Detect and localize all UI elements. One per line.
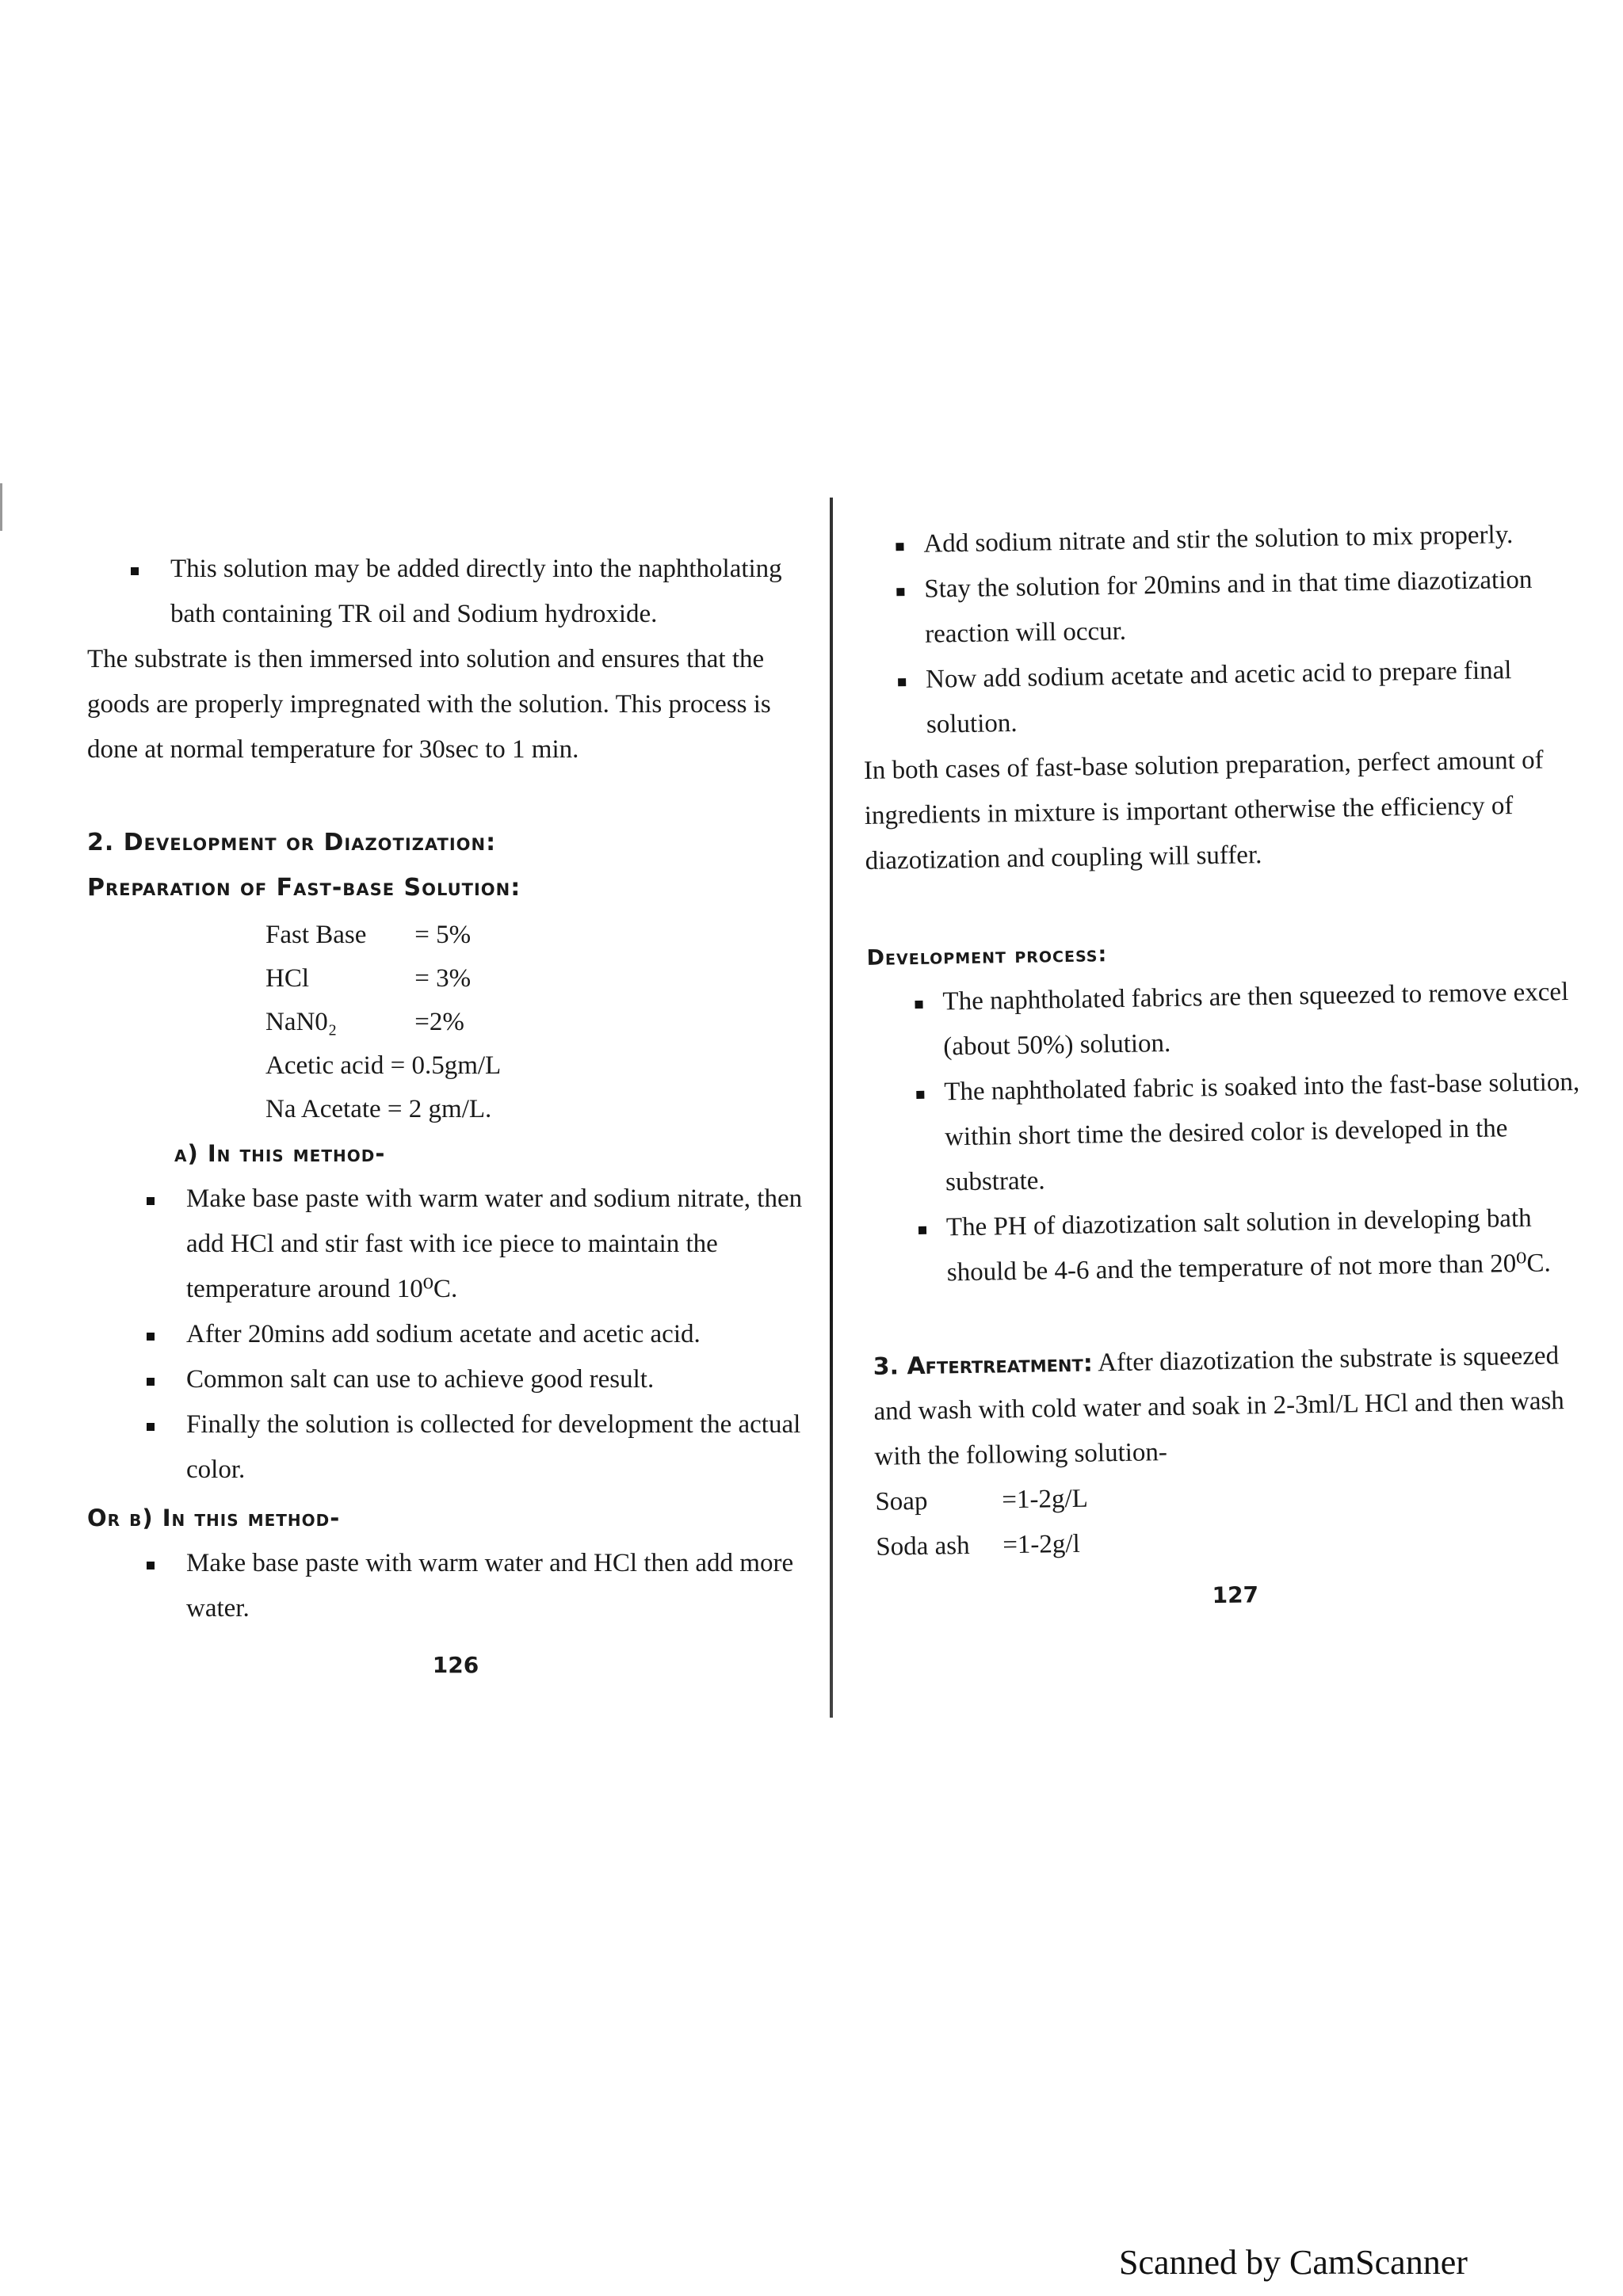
list-item: The PH of diazotization salt solution in developing bath should be 4-6 and the temperature of not more than 20⁰C.: [871, 1196, 1590, 1297]
steps-list: [860, 512, 1580, 749]
wash-name: Soap: [875, 1486, 928, 1516]
list-item: The naphtholated fabrics are then squeezed to remove excel (about 50%) solution.: [867, 970, 1586, 1071]
development-list: [867, 970, 1589, 1297]
heading-development: 2. Development or Diazotization:: [87, 829, 497, 856]
left-page: [87, 547, 824, 1688]
heading-preparation: Preparation of Fast-base Solution:: [87, 874, 521, 902]
recipe-value: = 0.5gm/L: [390, 1051, 502, 1080]
recipe-name: NaN0₂: [265, 1008, 338, 1036]
recipe-row: [265, 913, 824, 957]
recipe-value: = 5%: [414, 921, 472, 949]
method-b-heading: Or b) In this method-: [87, 1505, 341, 1531]
page-number: 126: [432, 1652, 479, 1678]
list-item: The naphtholated fabric is soaked into the fast-base solution, within short time the desired color is developed in the substrate.: [869, 1060, 1588, 1207]
recipe-row: [265, 957, 824, 1001]
right-page: [860, 512, 1594, 1623]
paragraph-both-cases: In both cases of fast-base solution preparation, perfect amount of ingredients in mixture is important otherwise the efficiency of diazotization and coupling will suffer.: [863, 746, 1544, 875]
recipe-name: Acetic acid: [265, 1051, 384, 1080]
page-edge-mark: [0, 483, 2, 531]
list-item: Common salt can use to achieve good result.: [87, 1357, 824, 1402]
paragraph-immersion: The substrate is then immersed into solution and ensures that the goods are properly impregnated with the solution. This process is done at normal temperature for 30sec to 1 min.: [87, 645, 771, 764]
page-number: 127: [1212, 1581, 1259, 1609]
scanner-watermark: Scanned by CamScanner: [1119, 2243, 1468, 2282]
recipe-row: [265, 1001, 824, 1044]
list-item: Make base paste with warm water and HCl then add more water.: [87, 1541, 824, 1631]
method-b-list: [87, 1541, 824, 1631]
list-item: Now add sodium acetate and acetic acid to prepare final solution.: [862, 647, 1581, 749]
recipe-value: =2%: [414, 1008, 464, 1036]
wash-table: [875, 1469, 1594, 1570]
recipe-value: = 2 gm/L.: [387, 1095, 492, 1123]
wash-value: =1-2g/L: [1002, 1484, 1089, 1515]
list-item: Add sodium nitrate and stir the solution to mix properly.: [860, 512, 1578, 568]
method-a-heading: a) In this method-: [174, 1140, 386, 1167]
recipe-row: [265, 1044, 824, 1088]
recipe-name: Fast Base: [265, 921, 367, 949]
list-item: Finally the solution is collected for development the actual color.: [87, 1402, 824, 1493]
aftertreatment-heading: 3. Aftertreatment:: [873, 1349, 1094, 1381]
recipe-value: = 3%: [414, 964, 472, 993]
aftertreatment-text: After diazotization the substrate is squeezed and wash with cold water and soak in 2-3ml/L HCl and then wash with the following solution-: [873, 1341, 1565, 1471]
wash-value: =1-2g/l: [1002, 1529, 1080, 1560]
book-gutter: [830, 498, 833, 1718]
list-item: Make base paste with warm water and sodium nitrate, then add HCl and stir fast with ice piece to maintain the temperature around 10⁰C.: [87, 1177, 824, 1312]
list-item: After 20mins add sodium acetate and acetic acid.: [87, 1312, 824, 1357]
list-item: Stay the solution for 20mins and in that time diazotization reaction will occur.: [861, 557, 1579, 658]
recipe-name: HCl: [265, 964, 310, 993]
heading-development-process: Development process:: [866, 942, 1108, 971]
recipe-row: [265, 1088, 824, 1131]
method-a-list: [87, 1177, 824, 1493]
wash-name: Soda ash: [876, 1531, 970, 1562]
recipe-name: Na Acetate: [265, 1095, 381, 1123]
aftertreatment-paragraph: [873, 1333, 1592, 1480]
intro-bullet: This solution may be added directly into the naphtholating bath containing TR oil and Sodium hydroxide.: [87, 547, 824, 637]
recipe-table: [265, 913, 824, 1131]
intro-bullet-list: [87, 547, 824, 637]
